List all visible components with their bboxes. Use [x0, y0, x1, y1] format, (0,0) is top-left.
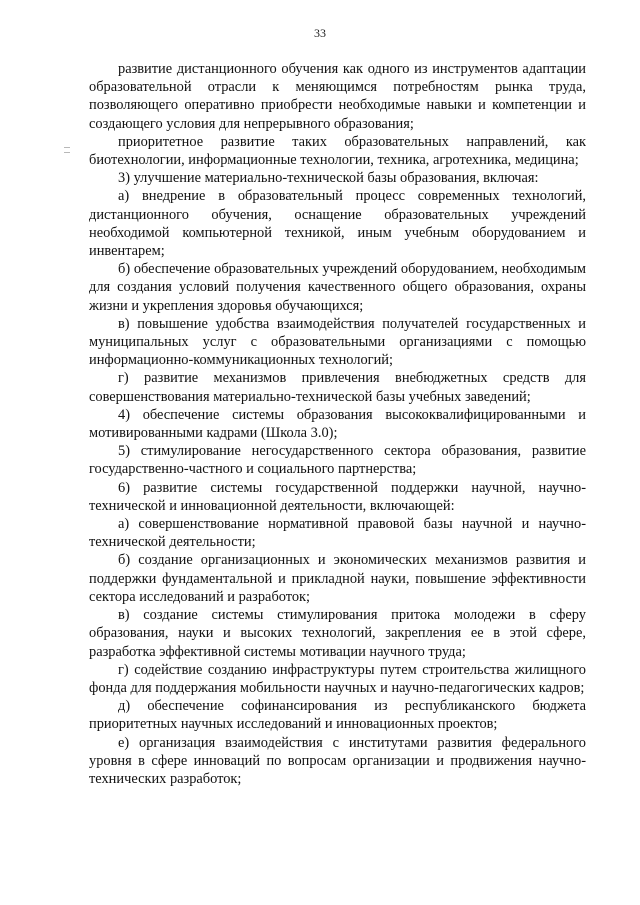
page-number: 33	[314, 26, 326, 40]
scan-artifact	[64, 152, 70, 153]
paragraph-item-3v: в) повышение удобства взаимодействия получателей государственных и муниципальных услуг с образовательными организациями с помощью информационно-коммуникационных технологий;	[89, 315, 586, 369]
paragraph-item-3g: г) развитие механизмов привлечения внебюджетных средств для совершенствования материально-технической базы учебных заведений;	[89, 370, 586, 405]
paragraph-item-5: 5) стимулирование негосударственного сектора образования, развитие государственно-частного и социального партнерства;	[89, 443, 586, 478]
paragraph-item-6v: в) создание системы стимулирования притока молодежи в сферу образования, науки и высоких технологий, закрепления ее в этой сфере, разработка эффективной системы мотивации научного труда;	[89, 607, 586, 660]
paragraph-item-4: 4) обеспечение системы образования высококвалифицированными и мотивированными кадрами (Школа 3.0);	[89, 406, 586, 442]
paragraph-item-6b: б) создание организационных и экономических механизмов развития и поддержки фундаментальной и прикладной науки, повышение эффективности сектора исследований и разработок;	[89, 552, 586, 605]
paragraph-distance-learning: развитие дистанционного обучения как одного из инструментов адаптации образовательной отрасли к меняющимся потребностям рынка труда, позволяющего оперативно приобрести необходимые навыки и компетенции и создающего условия для непрерывного образования;	[89, 61, 586, 132]
paragraph-item-3-heading: 3) улучшение материально-технической базы образования, включая:	[118, 170, 539, 187]
scan-artifact	[64, 147, 70, 148]
paragraph-item-3a: а) внедрение в образовательный процесс современных технологий, дистанционного обучения, оснащение образовательных учреждений необходимой компьютерной техникой, иным учебным оборудованием и инвентарем;	[89, 188, 586, 260]
paragraph-item-6-heading: 6) развитие системы государственной поддержки научной, научно-технической и инновационной деятельности, включающей:	[89, 479, 586, 514]
document-body	[89, 60, 586, 788]
paragraph-item-6e: е) организация взаимодействия с институтами развития федерального уровня в сфере инноваций по вопросам организации и продвижения научно-технических разработок;	[89, 734, 586, 787]
paragraph-priority-directions: приоритетное развитие таких образовательных направлений, как биотехнологии, информационные технологии, техника, агротехника, медицина;	[89, 133, 586, 169]
paragraph-item-6d: д) обеспечение софинансирования из республиканского бюджета приоритетных научных исследований и инновационных проектов;	[89, 698, 586, 733]
paragraph-item-6a: а) совершенствование нормативной правовой базы научной и научно-технической деятельности;	[89, 516, 586, 551]
paragraph-item-3b: б) обеспечение образовательных учреждений оборудованием, необходимым для создания условий получения качественного общего образования, охраны жизни и укрепления здоровья обучающихся;	[89, 261, 586, 314]
paragraph-item-6g: г) содействие созданию инфраструктуры путем строительства жилищного фонда для поддержания мобильности научных и научно-педагогических кадров;	[89, 661, 586, 696]
